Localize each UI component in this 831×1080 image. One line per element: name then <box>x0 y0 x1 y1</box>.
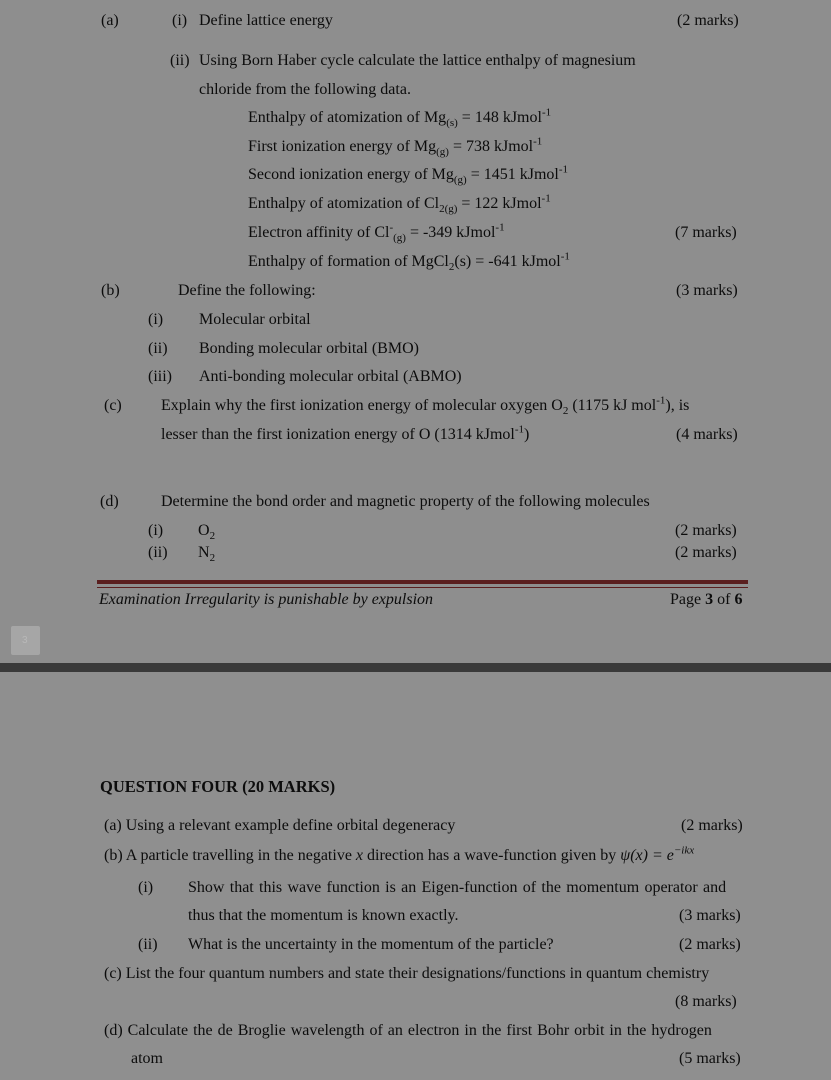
q3d-ii-label: (ii) <box>148 544 168 561</box>
q3a-ii-marks: (7 marks) <box>675 224 737 241</box>
q3b-i-text: Molecular orbital <box>199 311 311 328</box>
q4-title: QUESTION FOUR (20 MARKS) <box>100 777 336 796</box>
q4b-i-label: (i) <box>138 879 154 896</box>
page-thumbnail-number: 3 <box>22 635 28 646</box>
data-electron-affinity-cl: Electron affinity of $Cl^-_{(g)} = -349$ kJmol$^{-1}$ <box>248 221 505 245</box>
q3a-ii-text-line1: Using Born Haber cycle calculate the lattice enthalpy of magnesium <box>199 52 636 69</box>
q3a-i-label: (i) <box>172 12 188 29</box>
q3a-ii-text-line2: chloride from the following data. <box>199 81 411 98</box>
q3a-i-marks: (2 marks) <box>677 12 739 29</box>
q3d-ii-marks: (2 marks) <box>675 544 737 561</box>
footer-page-number: Page 3 of 6 <box>670 591 743 608</box>
q4b-i-text-line1: Show that this wave function is an Eigen-function of the momentum operator and <box>188 879 727 896</box>
q4a-text: (a) Using a relevant example define orbital degeneracy <box>104 817 456 834</box>
data-second-ionization-mg: Second ionization energy of $Mg_{(g)} = 1451$ kJmol$^{-1}$ <box>248 163 569 187</box>
q3d-i-formula: $O_2$ <box>198 522 216 543</box>
q3c-label: (c) <box>104 397 122 414</box>
q3a-i-text: Define lattice energy <box>199 12 333 29</box>
q3a-ii-label: (ii) <box>170 52 190 69</box>
q3d-ii-formula: $N_2$ <box>198 544 216 565</box>
q3b-text: Define the following: <box>178 282 316 299</box>
q4b-i-text-line2: thus that the momentum is known exactly. <box>188 907 459 924</box>
q4b-i-marks: (3 marks) <box>679 907 741 924</box>
q3d-i-label: (i) <box>148 522 164 539</box>
q3b-iii-label: (iii) <box>148 368 172 385</box>
q4b-ii-label: (ii) <box>138 936 158 953</box>
footer-rule-thick <box>97 580 748 584</box>
page-separator <box>0 663 831 672</box>
data-atomization-cl2: Enthalpy of atomization of $Cl_{2(g)} = 122$ kJmol$^{-1}$ <box>248 192 551 216</box>
q3c-text-line2: lesser than the first ionization energy of O (1314 kJmol$^{-1}$) <box>161 423 530 443</box>
data-first-ionization-mg: First ionization energy of $Mg_{(g)} = 738$ kJmol$^{-1}$ <box>248 135 543 159</box>
q3b-iii-text: Anti-bonding molecular orbital (ABMO) <box>199 368 462 385</box>
data-formation-mgcl2: Enthalpy of formation of MgCl$_2$(s) = -641 kJmol$^{-1}$ <box>248 250 570 274</box>
q3b-ii-text: Bonding molecular orbital (BMO) <box>199 340 419 357</box>
q4d-text-line1: (d) Calculate the de Broglie wavelength of an electron in the first Bohr orbit in the hydrogen <box>104 1022 712 1039</box>
q4b-ii-marks: (2 marks) <box>679 936 741 953</box>
q4b-text: (b) A particle travelling in the negative x direction has a wave-function given by $\psi(x) = e^{-ikx}$ <box>104 844 695 864</box>
q4b-ii-text: What is the uncertainty in the momentum of the particle? <box>188 936 554 953</box>
q3d-label: (d) <box>100 493 119 510</box>
q4a-marks: (2 marks) <box>681 817 743 834</box>
exam-page-4 <box>0 672 831 1080</box>
q3a-label: (a) <box>101 12 119 29</box>
q3d-text: Determine the bond order and magnetic property of the following molecules <box>161 493 650 510</box>
q4d-marks: (5 marks) <box>679 1050 741 1067</box>
q4c-marks: (8 marks) <box>675 993 737 1010</box>
q3b-label: (b) <box>101 282 120 299</box>
wave-function-formula: ψ(x) = e <box>620 847 674 864</box>
q3c-text-line1: Explain why the first ionization energy of molecular oxygen $O_2$ (1175 kJ mol$^{-1}$), is <box>161 394 690 418</box>
q4c-text: (c) List the four quantum numbers and state their designations/functions in quantum chemistry <box>104 965 710 982</box>
q3d-i-marks: (2 marks) <box>675 522 737 539</box>
q3b-i-label: (i) <box>148 311 164 328</box>
q4d-text-line2: atom <box>131 1050 163 1067</box>
footer-rule-thin <box>97 587 748 588</box>
q3c-marks: (4 marks) <box>676 426 738 443</box>
footer-warning: Examination Irregularity is punishable by expulsion <box>99 591 434 608</box>
page-thumbnail-button[interactable] <box>11 626 40 655</box>
q3b-ii-label: (ii) <box>148 340 168 357</box>
data-atomization-mg: Enthalpy of atomization of $Mg_{(s)} = 148$ kJmol$^{-1}$ <box>248 106 552 130</box>
q3b-marks: (3 marks) <box>676 282 738 299</box>
